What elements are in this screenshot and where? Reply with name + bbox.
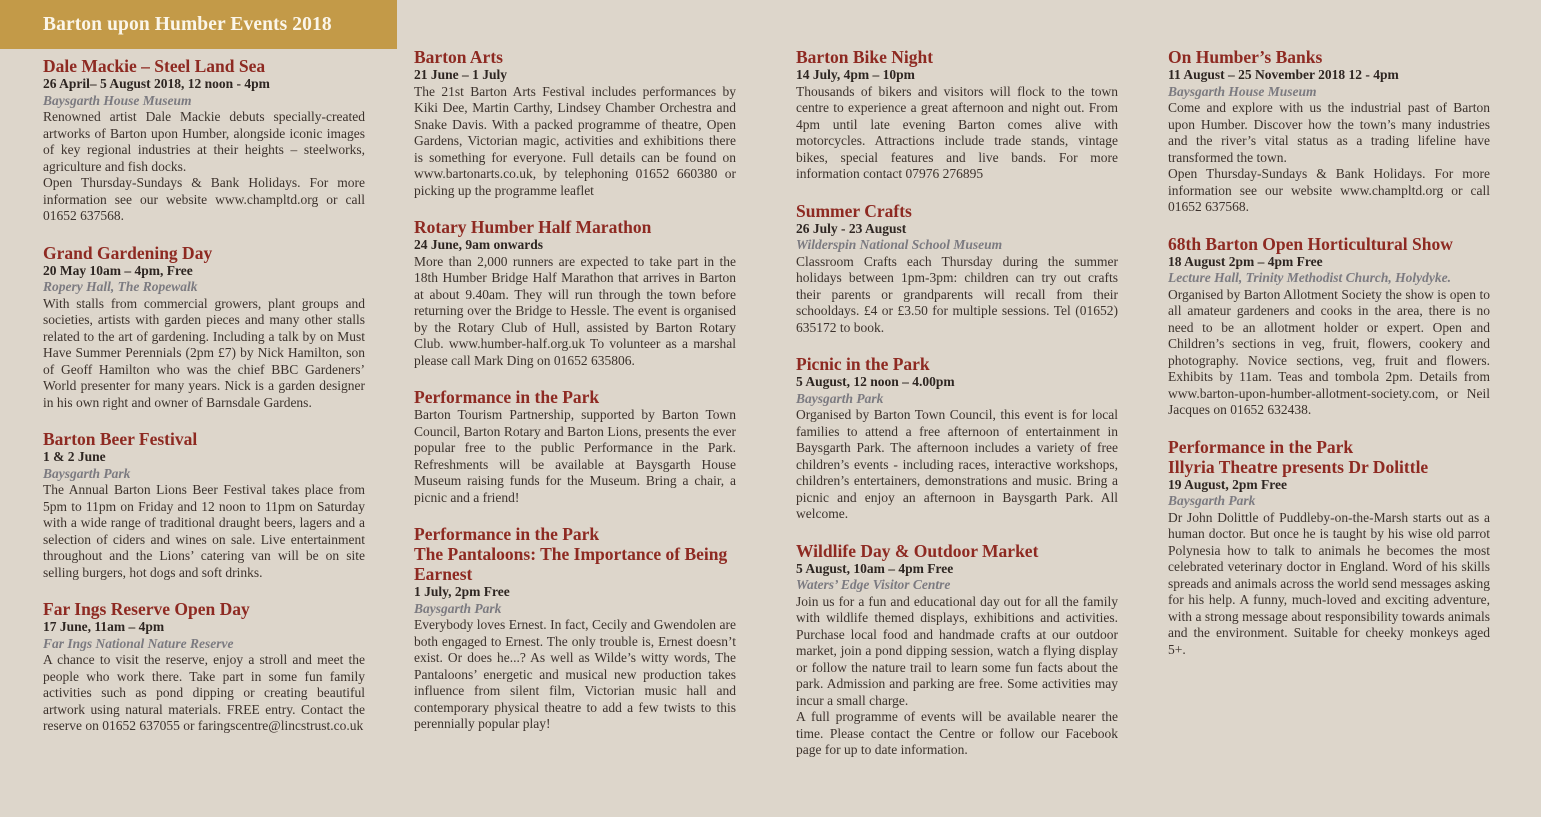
description-paragraph: More than 2,000 runners are expected to take part in the 18th Humber Bridge Half Marathon that arrives in Barton at about 9.40am. They will run through the town before returning over the Bridge to Hessle. The event is organised by the Rotary Club of Hull, assisted by Barton Rotary Club. www.humber-half.org.uk To volunteer as a marshal please call Mark Ding on 01652 635806.	[414, 253, 736, 368]
event-block	[1168, 437, 1490, 659]
event-title-line: Grand Gardening Day	[43, 242, 213, 263]
event-title	[414, 387, 736, 407]
description-paragraph: Come and explore with us the industrial past of Barton upon Humber. Discover how the town’s many industries and the river’s vital status as a trading lifeline have transformed the town.	[1168, 100, 1490, 165]
description-paragraph: A full programme of events will be available nearer the time. Please contact the Centre or follow our Facebook page for up to date information.	[796, 709, 1118, 757]
event-venue: Far Ings National Nature Reserve	[43, 635, 234, 651]
event-date: 1 & 2 June	[43, 449, 106, 464]
page-banner: Barton upon Humber Events 2018	[0, 0, 397, 49]
event-title	[43, 243, 365, 263]
event-title-line: 68th Barton Open Horticultural Show	[1168, 233, 1453, 254]
event-description	[414, 407, 736, 506]
event-description	[1168, 287, 1490, 419]
event-title	[796, 541, 1118, 561]
event-date: 5 August, 12 noon – 4.00pm	[796, 374, 955, 389]
event-title	[1168, 47, 1490, 67]
event-description	[43, 109, 365, 225]
event-block	[796, 354, 1118, 523]
events-column-3	[796, 47, 1118, 777]
event-block	[43, 599, 365, 735]
event-title-line: Barton Beer Festival	[43, 429, 198, 449]
event-description	[796, 407, 1118, 523]
event-date: 5 August, 10am – 4pm Free	[796, 560, 954, 576]
event-title-line: Barton Arts	[414, 47, 503, 67]
event-venue: Baysgarth House Museum	[1168, 83, 1317, 99]
event-title	[43, 56, 365, 76]
event-block	[414, 524, 736, 733]
event-venue: Ropery Hall, The Ropewalk	[43, 279, 198, 294]
event-venue: Baysgarth House Museum	[43, 92, 192, 108]
event-block	[414, 217, 736, 369]
event-description	[43, 296, 365, 412]
event-title	[414, 217, 736, 237]
event-block	[796, 201, 1118, 337]
event-description	[1168, 100, 1490, 216]
event-block	[43, 243, 365, 412]
description-paragraph: Everybody loves Ernest. In fact, Cecily and Gwendolen are both engaged to Ernest. The only trouble is, Ernest doesn’t exist. Or does he...? As well as Wilde’s witty words, The Pantaloons’ energetic and musical new production takes influence from silent film, Victorian music hall and contemporary physical theatre to add a few twists to this perennially popular play!	[414, 617, 736, 731]
event-block	[414, 47, 736, 199]
event-description	[43, 652, 365, 735]
event-block	[1168, 47, 1490, 216]
event-date: 24 June, 9am onwards	[414, 237, 544, 252]
description-paragraph: Join us for a fun and educational day out for all the family with wildlife themed displays, exhibitions and activities. Purchase local food and handmade crafts at our outdoor market, join a pond dipping session, watch a flying display or follow the nature trail to learn some fun facts about the park. Admission and parking are free. Some activities may incur a small charge.	[796, 593, 1118, 708]
event-venue: Baysgarth Park	[796, 390, 884, 406]
event-description	[796, 594, 1118, 759]
event-venue: Baysgarth Park	[43, 465, 131, 481]
description-paragraph: Renowned artist Dale Mackie debuts specially-created artworks of Barton upon Humber, alongside iconic images of key regional industries at their heights – steelworks, agriculture and fish docks.	[43, 109, 365, 174]
event-title	[414, 47, 736, 67]
description-paragraph: Organised by Barton Town Council, this event is for local families to attend a free afternoon of entertainment in Baysgarth Park. The afternoon includes a variety of free children’s events - including races, interactive workshops, children’s entertainers, demonstrations and music. Bring a picnic and enjoy an afternoon in Baysgarth Park. All welcome.	[796, 407, 1118, 521]
event-title	[414, 524, 736, 584]
event-date: 19 August, 2pm Free	[1168, 476, 1288, 492]
event-venue: Baysgarth Park	[1168, 493, 1256, 508]
event-date: 1 July, 2pm Free	[414, 584, 510, 599]
event-title	[796, 201, 1118, 221]
event-title	[43, 599, 365, 619]
event-title-line: Far Ings Reserve Open Day	[43, 599, 250, 619]
event-block	[796, 47, 1118, 183]
events-column-1	[43, 56, 365, 753]
event-title	[43, 429, 365, 449]
event-title-line: Wildlife Day & Outdoor Market	[796, 540, 1039, 561]
event-description	[414, 84, 736, 200]
description-paragraph: Classroom Crafts each Thursday during the summer holidays between 1pm-3pm: children can try out crafts their parents or grandparents will recall from their schooldays. £4 or £3.50 for multiple sessions. Tel (01652) 635172 to book.	[796, 253, 1118, 335]
event-date: 14 July, 4pm – 10pm	[796, 67, 915, 82]
event-date: 18 August 2pm – 4pm Free	[1168, 253, 1323, 269]
event-title-line: Performance in the Park	[414, 387, 600, 407]
event-venue: Lecture Hall, Trinity Methodist Church, Holydyke.	[1168, 270, 1451, 285]
event-venue: Baysgarth Park	[414, 600, 502, 616]
event-date: 21 June – 1 July	[414, 67, 508, 82]
event-block	[43, 56, 365, 225]
event-date: 26 July - 23 August	[796, 220, 907, 236]
event-description	[796, 254, 1118, 337]
event-block	[414, 387, 736, 506]
event-title-line: Picnic in the Park	[796, 354, 930, 374]
event-date: 26 April– 5 August 2018, 12 noon - 4pm	[43, 76, 270, 91]
event-title-line: Illyria Theatre presents Dr Dolittle	[1168, 456, 1429, 477]
event-date: 17 June, 11am – 4pm	[43, 619, 165, 634]
description-paragraph: Organised by Barton Allotment Society the show is open to all amateur gardeners and cooks in the area, there is no need to be an allotment holder or expert. Open and Children’s sections in veg, fruit, flowers, cookery and photography. Novice sections, veg, fruit and flowers. Exhibits by 11am. Teas and tombola 2pm. Details from www.barton-upon-humber-allotment-society.com, or Neil Jacques on 01652 632438.	[1168, 286, 1490, 417]
event-venue: Wilderspin National School Museum	[796, 237, 1003, 252]
event-description	[1168, 510, 1490, 659]
event-description	[414, 617, 736, 733]
events-column-4	[1168, 47, 1490, 676]
event-title	[796, 47, 1118, 67]
event-title-line: Performance in the Park	[1168, 436, 1354, 457]
event-title-line: Barton Bike Night	[796, 47, 934, 67]
event-description	[796, 84, 1118, 183]
event-title	[1168, 234, 1490, 254]
event-description	[414, 254, 736, 370]
event-title-line: The Pantaloons: The Importance of Being Earnest	[414, 544, 728, 584]
description-paragraph: With stalls from commercial growers, plant groups and societies, artists with garden pieces and many other stalls related to the art of gardening. Including a talk by on Must Have Summer Perennials (2pm £7) by Nick Hamilton, son of Geoff Hamilton who was the chief BBC Gardeners’ World presenter for many years. Nick is a garden designer in his own right and owner of Barnsdale Gardens.	[43, 295, 365, 410]
event-block	[796, 541, 1118, 759]
description-paragraph: Dr John Dolittle of Puddleby-on-the-Marsh starts out as a human doctor. But once he is taught by his wise old parrot Polynesia how to talk to animals he becomes the most celebrated veterinary doctor in England. Word of his skills spreads and animals across the world send messages asking for his help. A funny, much-loved and exciting adventure, with a strong message about responsibility towards animals and the environment. Suitable for cheeky monkeys aged 5+.	[1168, 509, 1490, 657]
event-title-line: Summer Crafts	[796, 200, 912, 221]
event-title-line: Dale Mackie – Steel Land Sea	[43, 56, 266, 76]
event-date: 11 August – 25 November 2018 12 - 4pm	[1168, 67, 1399, 82]
description-paragraph: Open Thursday-Sundays & Bank Holidays. For more information see our website www.champltd.org or call 01652 637568.	[43, 175, 365, 223]
event-title-line: On Humber’s Banks	[1168, 47, 1323, 67]
description-paragraph: The Annual Barton Lions Beer Festival takes place from 5pm to 11pm on Friday and 12 noon to 11pm on Saturday with a wide range of traditional draught beers, lagers and a selection of ciders and wines on sale. Live entertainment throughout and the Lions’ catering van will be on site selling burgers, hot dogs and soft drinks.	[43, 482, 365, 580]
event-title-line: Performance in the Park	[414, 524, 600, 544]
event-block	[1168, 234, 1490, 419]
event-venue: Waters’ Edge Visitor Centre	[796, 577, 951, 592]
event-block	[43, 429, 365, 581]
description-paragraph: Open Thursday-Sundays & Bank Holidays. For more information see our website www.champltd.org or call 01652 637568.	[1168, 166, 1490, 214]
event-title	[796, 354, 1118, 374]
description-paragraph: A chance to visit the reserve, enjoy a stroll and meet the people who work there. Take part in some fun family activities such as pond dipping or creating beautiful artwork using natural materials. FREE entry. Contact the reserve on 01652 637055 or faringscentre@lincstrust.co.uk	[43, 652, 365, 733]
event-title-line: Rotary Humber Half Marathon	[414, 217, 652, 237]
event-title	[1168, 437, 1490, 477]
description-paragraph: Thousands of bikers and visitors will flock to the town centre to experience a great afternoon and night out. From 4pm until late evening Barton comes alive with motorcycles. Attractions include trade stands, vintage bikes, special features and live bands. For more information contact 07976 276895	[796, 83, 1118, 181]
event-date: 20 May 10am – 4pm, Free	[43, 262, 193, 278]
events-column-2	[414, 47, 736, 751]
description-paragraph: The 21st Barton Arts Festival includes performances by Kiki Dee, Martin Carthy, Lindsey Chamber Orchestra and Snake Davis. With a packed programme of theatre, Open Gardens, Victorian magic, activities and exhibitions there is something for everyone. Full details can be found on www.bartonarts.co.uk, by telephoning 01652 660380 or picking up the programme leaflet	[414, 83, 736, 198]
description-paragraph: Barton Tourism Partnership, supported by Barton Town Council, Barton Rotary and Barton Lions, presents the ever popular free to the public Performance in the Park. Refreshments will be available at Baysgarth House Museum raising funds for the Museum. Bring a chair, a picnic and a friend!	[414, 407, 736, 505]
event-description	[43, 482, 365, 581]
